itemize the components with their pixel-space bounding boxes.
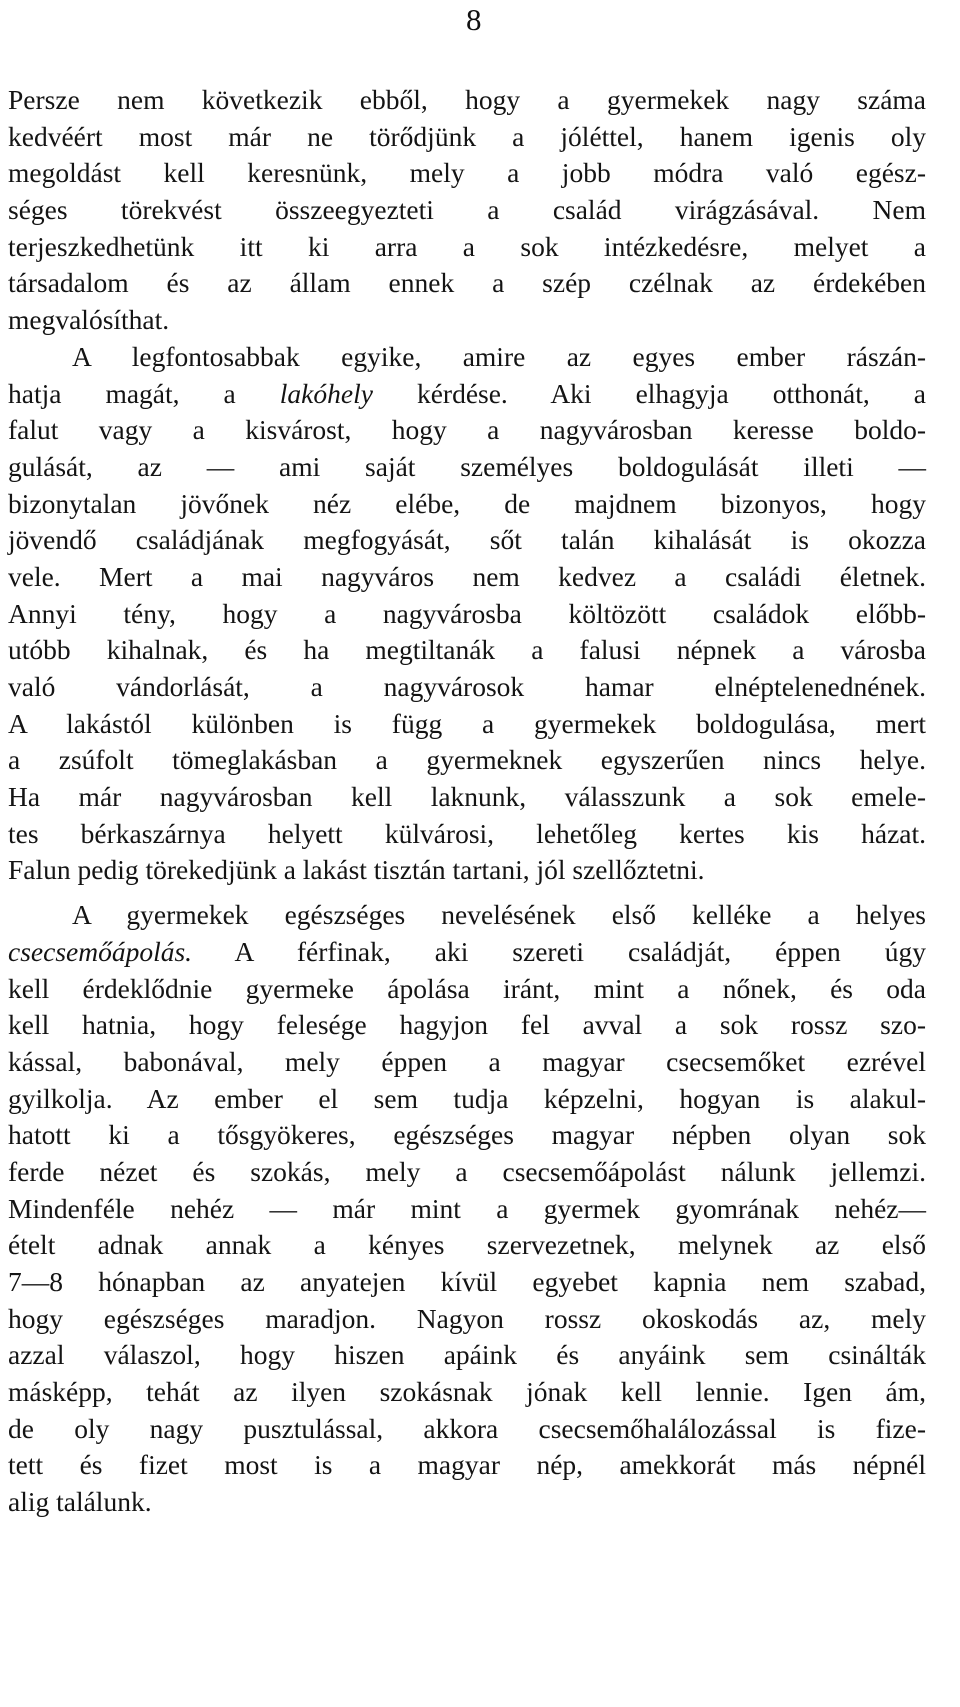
text-line: kedvéért most már ne törődjünk a jóléttel, hanem igenis oly [8, 120, 926, 152]
text-line: falut vagy a kisvárost, hogy a nagyvárosban keresse boldo- [8, 414, 926, 446]
text-line: tett és fizet most is a magyar nép, amekkorát más népnél [8, 1449, 926, 1481]
text-line: A legfontosabbak egyike, amire az egyes ember rászán- [72, 340, 926, 372]
text-line: társadalom és az állam ennek a szép czélnak az érdekében [8, 267, 926, 299]
body-text [8, 82, 926, 1521]
text-line: A lakástól különben is függ a gyermekek boldogulása, mert [8, 707, 926, 739]
text-line: terjeszkedhetünk itt ki arra a sok intézkedésre, melyet a [8, 230, 926, 262]
text-line: gulását, az — ami saját személyes boldogulását illeti — [8, 450, 926, 482]
text-line: hogy egészséges maradjon. Nagyon rossz okoskodás az, mely [8, 1302, 926, 1334]
text-line: hatott ki a tősgyökeres, egészséges magyar népben olyan sok [8, 1119, 926, 1151]
text-line: Ha már nagyvárosban kell laknunk, válasszunk a sok emele- [8, 781, 926, 813]
text-line-mixed [8, 934, 926, 971]
text-line: Annyi tény, hogy a nagyvárosba költözött családok előbb- [8, 597, 926, 629]
text-line: kell érdeklődnie gyermeke ápolása iránt, mint a nőnek, és oda [8, 972, 926, 1004]
paragraph-1 [8, 82, 926, 339]
text-line: való vándorlását, a nagyvárosok hamar elnéptelenednének. [8, 671, 926, 702]
text-line: megoldást kell keresnünk, mely a jobb módra való egész- [8, 157, 926, 189]
paragraph-3 [8, 897, 926, 1521]
paragraph-2 [8, 339, 926, 889]
text-line: bizonytalan jövőnek néz elébe, de majdnem bizonyos, hogy [8, 487, 926, 519]
text-line: Falun pedig törekedjünk a lakást tisztán tartani, jól szellőztetni. [8, 854, 705, 886]
text-line: jövendő családjának megfogyását, sőt talán kihalását is okozza [8, 524, 926, 556]
text-line: ferde nézet és szokás, mely a csecsemőápolást nálunk jellemzi. [8, 1155, 926, 1187]
text-line: a zsúfolt tömeglakásban a gyermeknek egyszerűen nincs helye. [8, 744, 926, 776]
text-line: gyilkolja. Az ember el sem tudja képzelni, hogyan is alakul- [8, 1082, 926, 1114]
page-number: 8 [466, 2, 482, 37]
text-run: kérdése. Aki elhagyja otthonát, a [372, 377, 926, 409]
text-line: kell hatnia, hogy felesége hagyjon fel avval a sok rossz szo- [8, 1009, 926, 1041]
text-line: utóbb kihalnak, és ha megtiltanák a falusi népnek a városba [8, 634, 926, 666]
text-line: azzal válaszol, hogy hiszen apáink és anyáink sem csinálták [8, 1339, 926, 1371]
text-line: séges törekvést összeegyezteti a család virágzásával. Nem [8, 194, 926, 226]
text-line: tes bérkaszárnya helyett külvárosi, lehetőleg kertes kis házat. [8, 817, 926, 849]
text-line: megvalósíthat. [8, 304, 170, 336]
text-line-mixed [8, 376, 926, 413]
text-line: ételt adnak annak a kényes szervezetnek, melynek az első [8, 1229, 926, 1261]
text-run: hatja magát, a [8, 377, 280, 409]
text-line: Mindenféle nehéz — már mint a gyermek gyomrának nehéz— [8, 1192, 926, 1224]
text-line: 7—8 hónapban az anyatejen kívül egyebet kapnia nem szabad, [8, 1266, 926, 1297]
text-line: másképp, tehát az ilyen szokásnak jónak kell lennie. Igen ám, [8, 1376, 926, 1408]
text-line: alig találunk. [8, 1486, 152, 1518]
emphasis-csecsemoapolas: csecsemőápolás. [8, 935, 193, 967]
emphasis-lakohely: lakóhely [279, 377, 373, 409]
text-line: A gyermekek egészséges nevelésének első kelléke a helyes [72, 899, 926, 931]
text-line: vele. Mert a mai nagyváros nem kedvez a családi életnek. [8, 560, 926, 592]
text-line: kással, babonával, mely éppen a magyar csecsemőket ezrével [8, 1045, 926, 1077]
text-run: A férfinak, aki szereti családját, éppen úgy [192, 935, 926, 967]
text-line: Persze nem következik ebből, hogy a gyermekek nagy száma [8, 84, 926, 115]
text-line: de oly nagy pusztulással, akkora csecsemőhalálozással is fize- [8, 1412, 926, 1444]
